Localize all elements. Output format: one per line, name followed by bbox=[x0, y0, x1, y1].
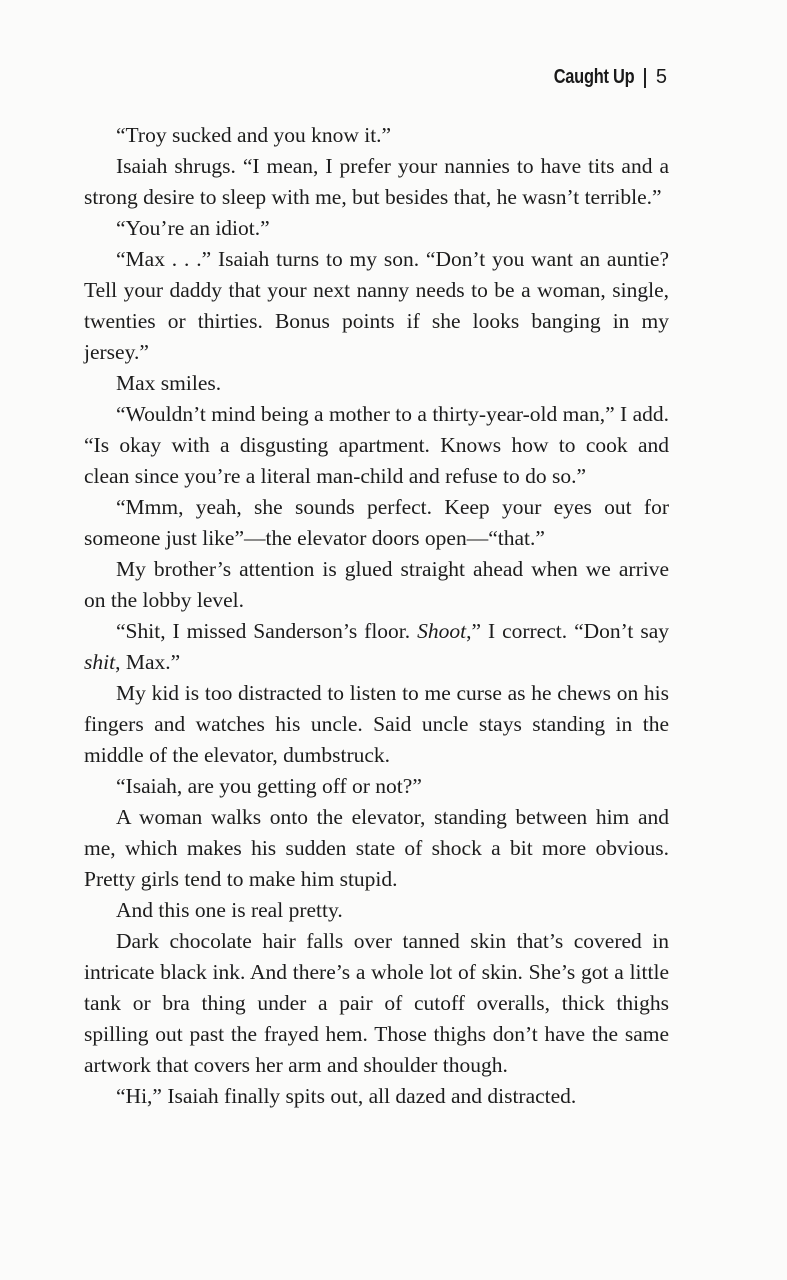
paragraph: Dark chocolate hair falls over tanned skin that’s covered in intricate black ink. And there’s a whole lot of skin. She’s got a little tank or bra thing under a pair of cutoff overalls, thick thighs spilling out past the frayed hem. Those thighs don’t have the same artwork that covers her arm and shoulder though. bbox=[84, 929, 669, 1077]
paragraph: “Mmm, yeah, she sounds perfect. Keep your eyes out for someone just like”—the elevator doors open—“that.” bbox=[84, 495, 669, 550]
paragraph: “Isaiah, are you getting off or not?” bbox=[116, 774, 422, 798]
page-number: 5 bbox=[655, 66, 667, 88]
text-run: “Shit, I missed Sanderson’s floor. bbox=[116, 619, 418, 643]
paragraph bbox=[84, 616, 669, 678]
paragraph: “Hi,” Isaiah finally spits out, all dazed and distracted. bbox=[116, 1084, 577, 1108]
paragraph: A woman walks onto the elevator, standing between him and me, which makes his sudden state of shock a bit more obvious. Pretty girls tend to make him stupid. bbox=[84, 805, 669, 891]
text-run: ,” I correct. “Don’t say bbox=[466, 619, 669, 643]
paragraph: Max smiles. bbox=[116, 371, 222, 395]
paragraph: “Wouldn’t mind being a mother to a thirty-year-old man,” I add. “Is okay with a disgusting apartment. Knows how to cook and clean since you’re a literal man-child and refuse to do so.” bbox=[84, 402, 669, 488]
paragraph: My brother’s attention is glued straight ahead when we arrive on the lobby level. bbox=[84, 557, 669, 612]
italic-text: shit bbox=[84, 650, 116, 674]
paragraph: And this one is real pretty. bbox=[116, 898, 343, 922]
text-run: , Max.” bbox=[115, 650, 181, 674]
paragraph: “Max . . .” Isaiah turns to my son. “Don’t you want an auntie? Tell your daddy that your next nanny needs to be a woman, single, twenties or thirties. Bonus points if she looks banging in my jersey.” bbox=[84, 247, 669, 364]
paragraph: “You’re an idiot.” bbox=[116, 216, 270, 240]
italic-text: Shoot bbox=[417, 619, 467, 643]
header-separator bbox=[644, 68, 646, 88]
body-text bbox=[84, 120, 669, 1112]
book-title: Caught Up bbox=[553, 66, 635, 88]
running-head bbox=[536, 66, 667, 89]
paragraph: Isaiah shrugs. “I mean, I prefer your nannies to have tits and a strong desire to sleep with me, but besides that, he wasn’t terrible.” bbox=[84, 154, 669, 209]
paragraph: “Troy sucked and you know it.” bbox=[116, 123, 392, 147]
paragraph: My kid is too distracted to listen to me curse as he chews on his fingers and watches his uncle. Said uncle stays standing in the middle of the elevator, dumbstruck. bbox=[84, 681, 669, 767]
